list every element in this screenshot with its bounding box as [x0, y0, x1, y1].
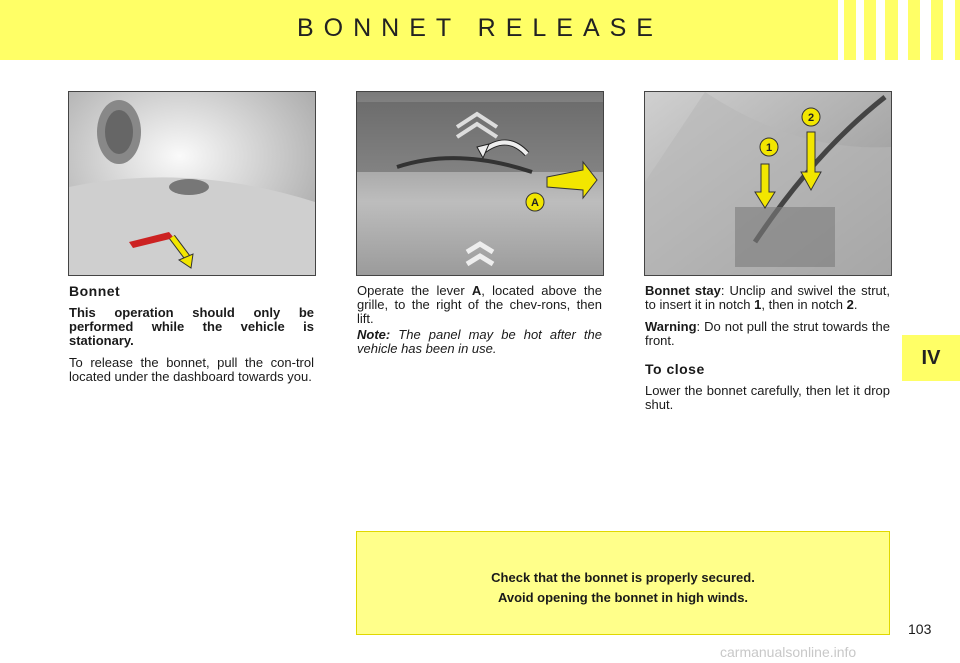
- release-instructions: To release the bonnet, pull the con-trol located under the dashboard towards you.: [69, 355, 314, 384]
- warning-text: : Do not pull the strut towards the front.: [645, 319, 890, 348]
- page-number: 103: [908, 621, 932, 637]
- note-label: Note:: [357, 327, 391, 342]
- lever-instructions: [357, 284, 602, 326]
- stay-text-b: , then in notch: [761, 297, 847, 312]
- header-stripe: [898, 0, 908, 60]
- close-instructions: Lower the bonnet carefully, then let it drop shut.: [645, 383, 890, 412]
- label-1-text: 1: [765, 142, 773, 154]
- page-title: BONNET RELEASE: [296, 14, 663, 42]
- column-lever: [357, 284, 602, 364]
- stay-label: Bonnet stay: [645, 283, 721, 298]
- bonnet-heading: Bonnet: [69, 283, 121, 299]
- figure-dashboard-lever: [68, 91, 316, 276]
- column-bonnet: [69, 284, 314, 392]
- figure-bonnet-stay: [644, 91, 892, 276]
- warning-box: [356, 531, 890, 635]
- note-text: The panel may be hot after the vehicle has been in use.: [357, 327, 602, 356]
- header-stripe: [920, 0, 931, 60]
- stay-text-a: : Unclip and swivel the strut, to insert it in notch: [645, 283, 890, 312]
- lever-text-pre: Operate the lever: [357, 283, 472, 298]
- notch-2-ref: 2: [846, 297, 854, 312]
- header-stripe: [838, 0, 844, 60]
- safety-warning-text: This operation should only be performed while the vehicle is stationary.: [69, 305, 314, 348]
- stay-text-c: .: [853, 297, 858, 312]
- strut-warning: [645, 320, 890, 348]
- grille-illustration: [357, 92, 603, 275]
- notch-1-ref: 1: [754, 297, 762, 312]
- header-stripe: [876, 0, 885, 60]
- header-stripe: [856, 0, 864, 60]
- label-a-text: A: [531, 197, 539, 209]
- lever-label: A: [471, 283, 482, 298]
- section-tab: IV: [902, 335, 960, 381]
- watermark: carmanualsonline.info: [720, 644, 857, 660]
- dashboard-illustration: [69, 92, 315, 275]
- warning-box-line-2: Avoid opening the bonnet in high winds.: [497, 590, 749, 605]
- stay-instructions: [645, 284, 890, 312]
- label-2-text: 2: [807, 112, 815, 124]
- figure-lever-a: [356, 91, 604, 276]
- lever-text-post: , located above the grille, to the right of the chev-rons, then lift.: [357, 283, 602, 326]
- glovebox-handle: [169, 179, 209, 195]
- warning-label: Warning: [645, 319, 697, 334]
- header-stripe: [943, 0, 955, 60]
- warning-box-line-1: Check that the bonnet is properly secured.: [491, 570, 755, 585]
- note-paragraph: [357, 328, 602, 356]
- bonnet-stay-illustration: [645, 92, 891, 275]
- header-band: [0, 0, 960, 60]
- column-stay: [645, 284, 890, 420]
- to-close-heading: To close: [645, 361, 705, 377]
